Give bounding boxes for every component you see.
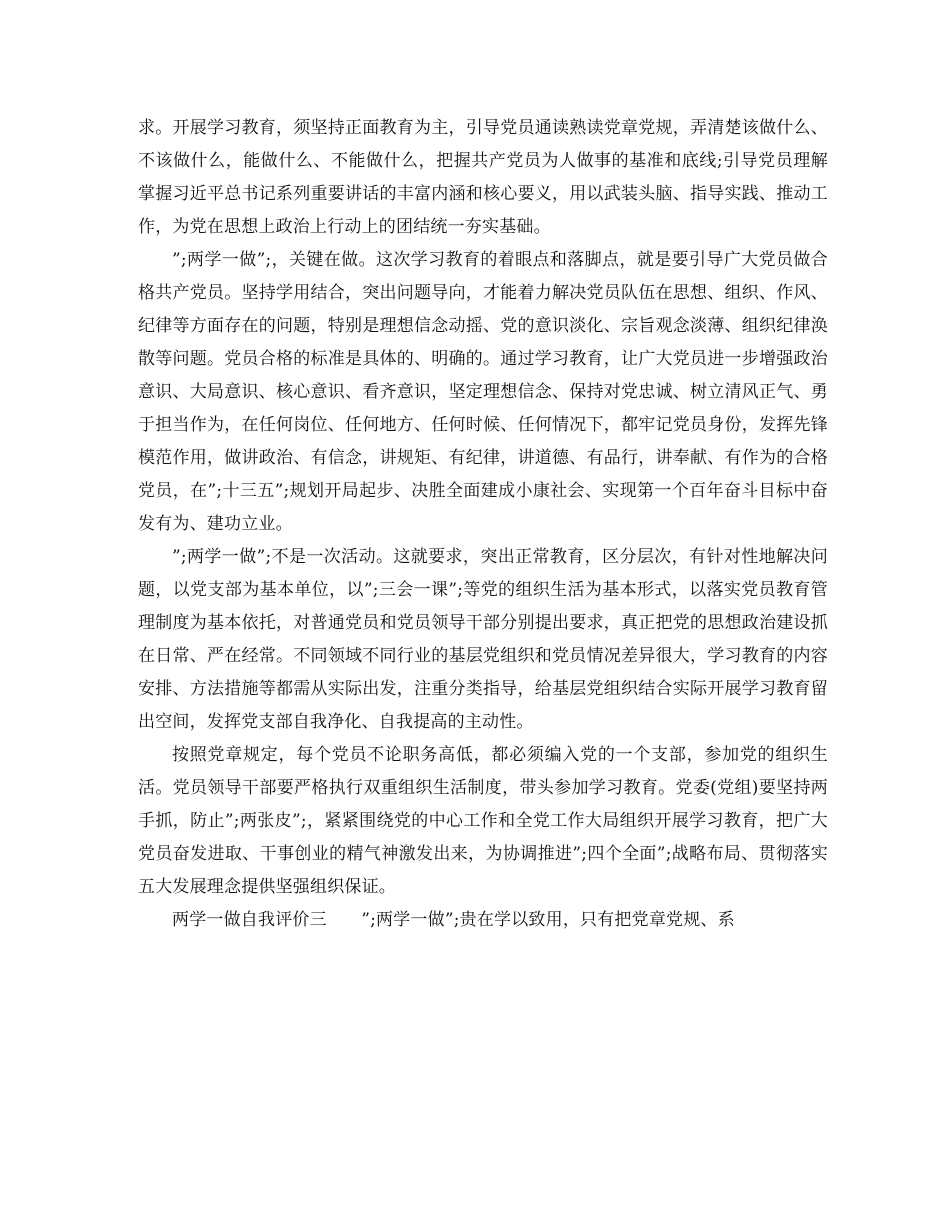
paragraph-2: ”;两学一做”;，关键在做。这次学习教育的着眼点和落脚点，就是要引导广大党员做合格共产党员。坚持学用结合，突出问题导向，才能着力解决党员队伍在思想、组织、作风、纪律等方面存在的问题，特别是理想信念动摇、党的意识淡化、宗旨观念淡薄、组织纪律涣散等问题。党员合格的标准是具体的、明确的。通过学习教育，让广大党员进一步增强政治意识、大局意识、核心意识、看齐意识，坚定理想信念、保持对党忠诚、树立清风正气、勇于担当作为，在任何岗位、任何地方、任何时候、任何情况下，都牢记党员身份，发挥先锋模范作用，做讲政治、有信念，讲规矩、有纪律，讲道德、有品行，讲奉献、有作为的合格党员，在”;十三五”;规划开局起步、决胜全面建成小康社会、实现第一个百年奋斗目标中奋发有为、建功立业。 [138,250,828,534]
paragraph-5: 两学一做自我评价三 ”;两学一做”;贵在学以致用，只有把党章党规、系 [172,910,735,930]
paragraph-1: 求。开展学习教育，须坚持正面教育为主，引导党员通读熟读党章党规，弄清楚该做什么、不该做什么，能做什么、不能做什么，把握共产党员为人做事的基准和底线;引导党员理解掌握习近平总书记系列重要讲话的丰富内涵和核心要义，用以武装头脑、指导实践、推动工作，为党在思想上政治上行动上的团结统一夯实基础。 [138,118,828,237]
paragraph-4: 按照党章规定，每个党员不论职务高低，都必须编入党的一个支部，参加党的组织生活。党员领导干部要严格执行双重组织生活制度，带头参加学习教育。党委(党组)要坚持两手抓，防止”;两张皮”;，紧紧围绕党的中心工作和全党工作大局组织开展学习教育，把广大党员奋发进取、干事创业的精气神激发出来，为协调推进”;四个全面”;战略布局、贯彻落实五大发展理念提供坚强组织保证。 [138,745,828,897]
paragraph-3: ”;两学一做”;不是一次活动。这就要求，突出正常教育，区分层次，有针对性地解决问题，以党支部为基本单位，以”;三会一课”;等党的组织生活为基本形式，以落实党员教育管理制度为基本依托，对普通党员和党员领导干部分别提出要求，真正把党的思想政治建设抓在日常、严在经常。不同领域不同行业的基层党组织和党员情况差异很大，学习教育的内容安排、方法措施等都需从实际出发，注重分类指导，给基层党组织结合实际开展学习教育留出空间，发挥党支部自我净化、自我提高的主动性。 [138,547,828,732]
document-body [138,112,828,937]
